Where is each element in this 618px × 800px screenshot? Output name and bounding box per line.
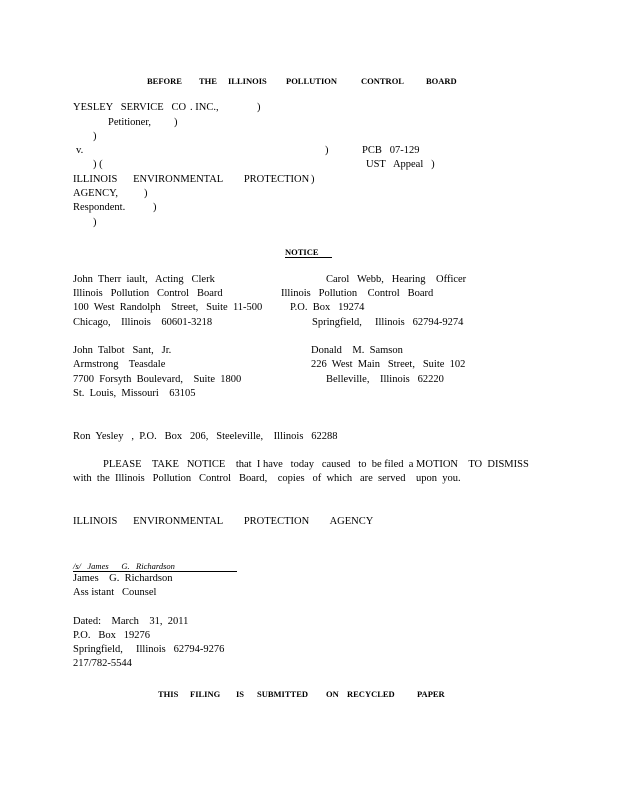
caption-paren: ) xyxy=(325,145,329,156)
caption-paren: ) xyxy=(257,102,261,113)
caption-paren: ) ( xyxy=(93,159,103,170)
footer-word: FILING xyxy=(190,689,221,699)
service-line: 7700 Forsyth Boulevard, Suite 1800 xyxy=(73,374,242,385)
versus: v. xyxy=(76,145,84,156)
service-line: Belleville, Illinois 62220 xyxy=(326,374,444,385)
agency-name: ILLINOIS ENVIRONMENTAL PROTECTION AGENCY xyxy=(73,516,374,527)
signature-line xyxy=(73,571,237,572)
respondent-name-line2: AGENCY, xyxy=(73,188,119,199)
service-line: Carol Webb, Hearing Officer xyxy=(326,274,467,285)
notice-body-line: PLEASE TAKE NOTICE that I have today caused to be filed a MOTION TO DISMISS xyxy=(103,459,529,470)
petitioner-name-suffix: . INC., xyxy=(190,102,219,113)
caption-paren: ) xyxy=(311,174,315,185)
address-city: Springfield, Illinois 62794-9276 xyxy=(73,644,225,655)
service-line: Donald M. Samson xyxy=(311,345,403,356)
caption-paren: ) xyxy=(144,188,148,199)
service-line: Armstrong Teasdale xyxy=(73,359,166,370)
header-illinois: ILLINOIS xyxy=(228,76,267,86)
service-line: 100 West Randolph Street, Suite 11-500 xyxy=(73,302,263,313)
service-line: John Talbot Sant, Jr. xyxy=(73,345,172,356)
footer-word: SUBMITTED xyxy=(257,689,309,699)
service-line: Illinois Pollution Control Board xyxy=(73,288,223,299)
caption-paren: ) xyxy=(153,202,157,213)
caption-paren: ) xyxy=(174,117,178,128)
respondent-name: ILLINOIS ENVIRONMENTAL PROTECTION xyxy=(73,174,310,185)
header-the: THE xyxy=(199,76,217,86)
dated-line: Dated: March 31, 2011 xyxy=(73,616,189,627)
petitioner-name: YESLEY SERVICE CO xyxy=(73,102,187,113)
header-before: BEFORE xyxy=(147,76,182,86)
caption-paren: ) xyxy=(93,217,97,228)
petitioner-role: Petitioner, xyxy=(108,117,152,128)
footer-word: ON xyxy=(326,689,339,699)
service-line: Illinois Pollution Control Board xyxy=(281,288,434,299)
header-control: CONTROL xyxy=(361,76,404,86)
caption-paren: ) xyxy=(93,131,97,142)
footer-word: RECYCLED xyxy=(347,689,395,699)
service-line: Chicago, Illinois 60601-3218 xyxy=(73,317,213,328)
case-type: UST Appeal ) xyxy=(366,159,435,170)
footer-word: IS xyxy=(236,689,245,699)
notice-body-line: with the Illinois Pollution Control Board, copies of which are served upon you. xyxy=(73,473,461,484)
service-line: 226 West Main Street, Suite 102 xyxy=(311,359,466,370)
notice-underline xyxy=(285,257,332,258)
service-line: St. Louis, Missouri 63105 xyxy=(73,388,196,399)
signer-title: Ass istant Counsel xyxy=(73,587,157,598)
address-box: P.O. Box 19276 xyxy=(73,630,151,641)
service-line: Springfield, Illinois 62794-9274 xyxy=(312,317,464,328)
signer-name: James G. Richardson xyxy=(73,573,173,584)
notice-title: NOTICE xyxy=(285,247,319,257)
service-line: P.O. Box 19274 xyxy=(290,302,365,313)
header-board: BOARD xyxy=(426,76,457,86)
signature: /s/ James G. Richardson xyxy=(73,561,175,571)
phone-number: 217/782-5544 xyxy=(73,658,132,669)
header-pollution: POLLUTION xyxy=(286,76,338,86)
service-line: John Therr iault, Acting Clerk xyxy=(73,274,215,285)
service-line-petitioner: Ron Yesley , P.O. Box 206, Steeleville, Illinois 62288 xyxy=(73,431,338,442)
footer-word: PAPER xyxy=(417,689,445,699)
footer-word: THIS xyxy=(158,689,179,699)
respondent-role: Respondent. xyxy=(73,202,126,213)
case-number: PCB 07-129 xyxy=(362,145,420,156)
